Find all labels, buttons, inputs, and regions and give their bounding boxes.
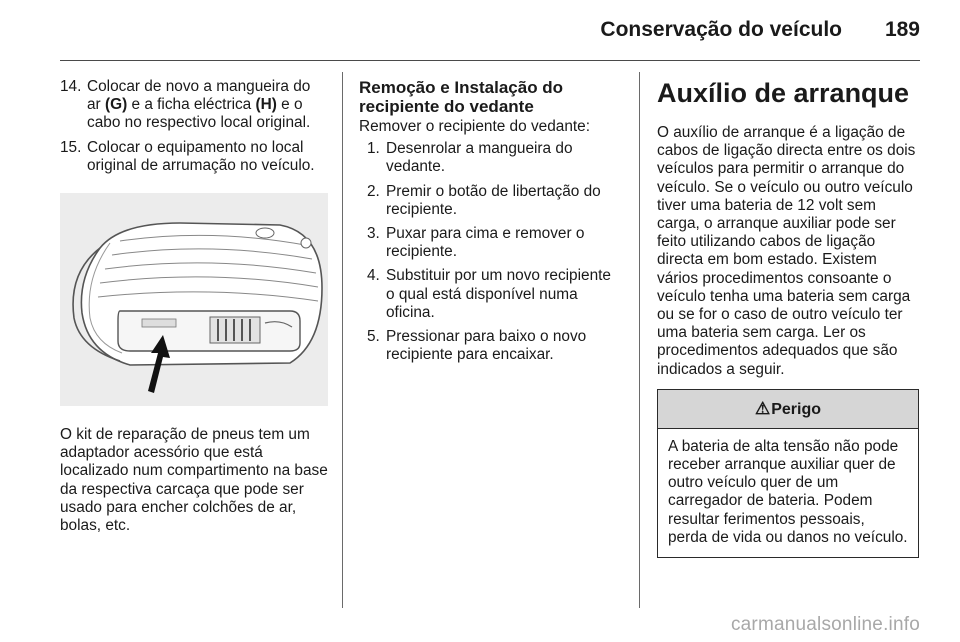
step-item — [359, 267, 623, 322]
figure-caption: O kit de reparação de pneus tem um adaptador acessório que está localizado num compartimento na base da respectiva carcaça que pode ser usado para encher colchões de ar, bolas, etc. — [60, 426, 328, 535]
danger-header — [658, 390, 918, 429]
column-divider-1 — [342, 72, 343, 608]
section-intro: O auxílio de arranque é a ligação de cabos de ligação directa entre os dois veículos para permitir o arranque do veículo. Se o veículo ou outro veículo tiver uma bateria de 12 volt sem carga, o arranque auxiliar pode ser feito utilizando cabos de ligação directa em bom estado. Existem vários procedimentos consoante o veículo tenha uma bateria sem carga ou se for o caso de outro veículo ter uma bateria sem carga. Ler os procedimentos adequados que são indicados a seguir. — [657, 124, 916, 378]
step-item — [359, 225, 623, 261]
repair-kit-drawing — [60, 193, 328, 406]
step-text: Premir o botão de libertação do recipiente. — [386, 182, 601, 218]
step-item — [60, 139, 328, 175]
page-header — [0, 0, 960, 62]
step-list — [359, 140, 623, 364]
step-number: 15. — [60, 138, 82, 156]
step-number: 14. — [60, 78, 82, 95]
warning-triangle-icon: ⚠ — [754, 398, 771, 418]
step-item — [359, 183, 623, 219]
step-number: 2. — [367, 182, 380, 200]
step-text: Colocar o equipamento no local original de arrumação no veículo. — [87, 138, 315, 174]
step-number: 3. — [367, 225, 380, 243]
repair-kit-illustration — [60, 193, 328, 406]
watermark: carmanualsonline.info — [730, 614, 920, 635]
column-3 — [657, 78, 921, 558]
step-item — [60, 78, 328, 133]
danger-notice — [657, 389, 919, 558]
step-text: Desenrolar a mangueira do vedante. — [386, 140, 573, 176]
column-1 — [60, 78, 328, 535]
step-text: Colocar de novo a mangueira do ar — [87, 78, 311, 114]
page-number: 189 — [884, 18, 920, 41]
section-heading-jump-start: Auxílio de arranque — [657, 78, 910, 108]
section-intro: Remover o recipiente do vedante: — [359, 118, 590, 135]
step-text: Pressionar para baixo o novo recipiente para encaixar. — [386, 328, 587, 364]
step-text: Puxar para cima e remover o recipiente. — [386, 225, 585, 261]
column-divider-2 — [639, 72, 640, 608]
danger-body: A bateria de alta tensão não pode receber arranque auxiliar quer de outro veículo quer de um carregador de bateria. Podem resultar ferimentos pessoais, perda de vida ou danos no veículo. — [668, 437, 908, 546]
column-2 — [359, 78, 623, 370]
step-number: 5. — [367, 328, 380, 346]
section-heading-sealant: Remoção e Instalação do recipiente do vedante — [359, 78, 564, 116]
step-text: e a ficha eléctrica — [127, 96, 256, 114]
part-label-h: (H) — [255, 96, 277, 114]
step-list-continued — [60, 78, 328, 175]
section-title: Conservação do veículo — [600, 18, 842, 41]
part-label-g: (G) — [104, 96, 128, 114]
danger-title: Perigo — [771, 400, 822, 418]
header-rule — [60, 60, 920, 61]
step-text: Substituir por um novo recipiente o qual está disponível numa oficina. — [386, 267, 611, 321]
step-text: e o cabo no respectivo local original. — [87, 96, 311, 132]
step-item — [359, 328, 623, 364]
step-number: 4. — [367, 267, 380, 285]
step-number: 1. — [367, 140, 380, 158]
step-item — [359, 140, 623, 176]
